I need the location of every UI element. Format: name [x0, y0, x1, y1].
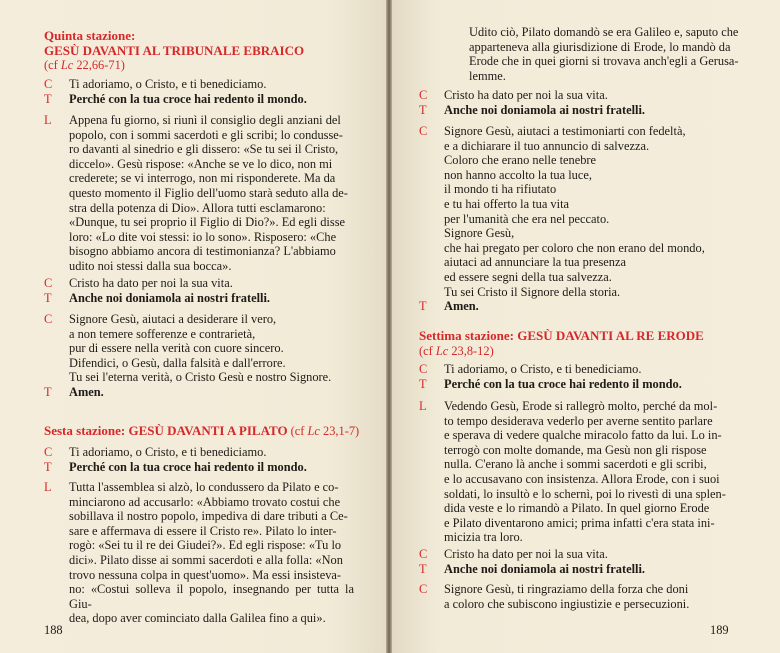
reading-line: Vedendo Gesù, Erode si rallegrò molto, perché da mol-	[444, 399, 718, 413]
reading-text	[469, 25, 762, 83]
prayer-line: e tu hai offerto la tua vita	[444, 196, 570, 211]
celebrant-mark: C	[419, 88, 428, 102]
reading-line: no: «Costui solleva il popolo, insegnando per tutta la Giu-	[69, 582, 354, 611]
reading-line: bisogno abbiamo ancora di testimonianza? L'abbiamo	[69, 244, 336, 259]
adoration-text: Ti adoriamo, o Cristo, e ti benediciamo.	[444, 362, 642, 376]
celebrant-mark: C	[419, 582, 428, 596]
response-block	[44, 276, 364, 305]
prayer-line: Tu sei Cristo il Signore della storia.	[444, 284, 621, 299]
right-page	[392, 0, 780, 653]
quinta-heading	[44, 28, 364, 73]
amen-text: Amen.	[444, 299, 479, 314]
scripture-reference: (cf Lc 23,8-12)	[419, 343, 494, 358]
reading-line: loro: «Lo dite voi stessi: io lo sono». Risposero: «Che	[69, 229, 337, 244]
prayer-line: Signore Gesù, aiutaci a desiderare il vero,	[69, 312, 277, 326]
celebrant-mark: C	[419, 362, 428, 376]
reading-line: popolo, con i sommi sacerdoti e gli scribi; lo condusse-	[69, 127, 343, 142]
station-label: Sesta stazione:	[44, 423, 129, 438]
response-text: Cristo ha dato per noi la sua vita.	[69, 276, 233, 290]
people-mark: T	[44, 91, 52, 106]
reading-line: crederete; se vi interrogo, non mi risponderete. Ma da	[69, 171, 336, 186]
people-mark: T	[419, 561, 427, 576]
prayer-line: e a dichiarare il tuo annuncio di salvezza.	[444, 138, 650, 153]
celebrant-mark: C	[44, 312, 53, 326]
reading-line: soldati, lo insultò e lo schernì, poi lo rivestì di una splen-	[444, 486, 726, 501]
prayer-line: a coloro che subiscono ingiustizie e persecuzioni.	[444, 596, 690, 611]
prayer-text	[444, 582, 689, 611]
station-label: Settima stazione:	[419, 328, 518, 343]
reading-line: sare e affermava di essere il Cristo re». Pilato lo inter-	[69, 523, 337, 538]
reading-line: e Pilato diventarono amici; prima infatti c'era stata ini-	[444, 515, 715, 530]
response-people: Anche noi doniamola ai nostri fratelli.	[69, 290, 271, 305]
reading-line: lemme.	[469, 68, 506, 83]
reading-line: terrogò con molte domande, ma Gesù non gli rispose	[444, 442, 707, 457]
reading-line: dea, dopo aver cominciato dalla Galilea fino a qui».	[69, 611, 326, 626]
page-number: 189	[710, 623, 729, 637]
response-people: Anche noi doniamola ai nostri fratelli.	[444, 561, 646, 576]
reading-continuation	[444, 25, 762, 83]
prayer-line: il mondo ti ha rifiutato	[444, 182, 557, 197]
reading-line: diccelo». Gesù rispose: «Anche se ve lo dico, non mi	[69, 156, 333, 171]
reading-text	[69, 113, 354, 274]
reader-mark: L	[44, 113, 52, 127]
response-text: Cristo ha dato per noi la sua vita.	[444, 88, 608, 102]
celebrant-mark: C	[419, 547, 428, 561]
celebrant-mark: C	[44, 276, 53, 290]
gospel-reading	[419, 399, 752, 545]
reading-line: Tutta l'assemblea si alzò, lo condussero da Pilato e co-	[69, 480, 339, 494]
adoration-block	[419, 362, 762, 391]
station-label: Quinta stazione:	[44, 28, 136, 43]
prayer-line: Signore Gesù,	[444, 226, 515, 241]
amen-text: Amen.	[69, 384, 104, 399]
page-number: 188	[44, 623, 63, 637]
reading-line: trovo nessuna colpa in quest'uomo». Ma essi insisteva-	[69, 567, 342, 582]
prayer-block	[419, 582, 762, 611]
response-people: Anche noi doniamola ai nostri fratelli.	[444, 102, 646, 117]
adoration-block	[44, 445, 364, 474]
prayer-text	[444, 124, 705, 299]
reading-line: questo momento il Figlio dell'uomo starà seduto alla de-	[69, 185, 348, 200]
prayer-line: non hanno accolto la tua luce,	[444, 167, 592, 182]
celebrant-mark: C	[44, 445, 53, 459]
reading-line: dici». Pilato disse ai sommi sacerdoti e alla folla: «Non	[69, 552, 343, 567]
adoration-response: Perché con la tua croce hai redento il mondo.	[69, 459, 307, 474]
station-title: GESÙ DAVANTI AL TRIBUNALE EBRAICO	[44, 43, 305, 58]
reading-line: micizia tra loro.	[444, 530, 523, 545]
people-mark: T	[44, 384, 52, 399]
prayer-line: per l'umanità che era nel peccato.	[444, 211, 610, 226]
reading-line: udito noi stessi dalla sua bocca».	[69, 258, 232, 273]
reading-line: nulla. C'erano là anche i sommi sacerdoti e gli scribi,	[444, 457, 707, 472]
people-mark: T	[419, 376, 427, 391]
left-page	[0, 0, 386, 653]
adoration-block	[44, 77, 364, 106]
adoration-text: Ti adoriamo, o Cristo, e ti benediciamo.	[69, 445, 267, 459]
prayer-line: Difendici, o Gesù, dalla falsità e dall'errore.	[69, 355, 286, 370]
reading-line: sobillava il nostro popolo, impediva di dare tributi a Ce-	[69, 509, 348, 524]
celebrant-mark: C	[44, 77, 53, 91]
adoration-response: Perché con la tua croce hai redento il mondo.	[444, 376, 682, 391]
prayer-text	[69, 312, 331, 385]
reading-line: Udito ciò, Pilato domandò se era Galileo e, saputo che	[469, 25, 739, 39]
prayer-line: Signore Gesù, ti ringraziamo della forza che doni	[444, 582, 689, 596]
reading-line: dida veste e lo rimandò a Pilato. In quel giorno Erode	[444, 501, 710, 516]
gospel-reading	[44, 113, 354, 274]
prayer-line: Signore Gesù, aiutaci a testimoniarti con fedeltà,	[444, 124, 686, 138]
response-block	[419, 88, 762, 117]
people-mark: T	[419, 299, 427, 314]
reading-line: Erode che in quei giorni si trovava anch'egli a Gerusa-	[469, 54, 739, 69]
reading-line: «Dunque, tu sei proprio il Figlio di Dio?». Ed egli disse	[69, 215, 346, 230]
scripture-reference: (cf Lc 23,1-7)	[287, 424, 360, 438]
scripture-reference: (cf Lc 22,66-71)	[44, 58, 125, 72]
adoration-response: Perché con la tua croce hai redento il mondo.	[69, 91, 307, 106]
celebrant-mark: C	[419, 124, 428, 138]
station-title: GESÙ DAVANTI AL RE ERODE	[517, 328, 704, 343]
reading-line: apparteneva alla giurisdizione di Erode, lo mandò da	[469, 39, 731, 54]
reading-line: e sperava di vedere qualche miracolo fatto da lui. Lo in-	[444, 428, 722, 443]
prayer-line: che hai pregato per coloro che non erano del mondo,	[444, 240, 705, 255]
prayer-line: a non temere sofferenze e contrarietà,	[69, 326, 256, 341]
reading-line: to tempo desiderava vederlo per averne sentito parlare	[444, 413, 713, 428]
reading-line: Appena fu giorno, si riunì il consiglio degli anziani del	[69, 113, 341, 127]
gospel-reading	[44, 480, 354, 626]
reader-mark: L	[44, 480, 52, 494]
prayer-block	[44, 312, 364, 400]
reading-line: rogò: «Sei tu il re dei Giudei?». Ed egli rispose: «Tu lo	[69, 538, 342, 553]
prayer-line: Coloro che erano nelle tenebre	[444, 153, 597, 168]
prayer-line: aiutaci ad annunciare la tua presenza	[444, 255, 626, 270]
response-text: Cristo ha dato per noi la sua vita.	[444, 547, 608, 561]
response-block	[419, 547, 762, 576]
sesta-heading	[44, 423, 374, 439]
reading-line: e lo accusavano con insistenza. Allora Erode, con i suoi	[444, 471, 720, 486]
station-title: GESÙ DAVANTI A PILATO	[128, 423, 288, 438]
reading-text	[444, 399, 752, 545]
people-mark: T	[44, 290, 52, 305]
people-mark: T	[419, 102, 427, 117]
settima-heading	[419, 328, 762, 358]
reading-text	[69, 480, 354, 626]
prayer-block	[419, 124, 762, 314]
reading-line: minciarono ad accusarlo: «Abbiamo trovato costui che	[69, 494, 341, 509]
prayer-line: pur di essere nella verità con cuore sincero.	[69, 341, 284, 356]
prayer-line: Tu sei l'eterna verità, o Cristo Gesù e nostro Signore.	[69, 370, 332, 385]
reading-line: stra della potenza di Dio». Allora tutti esclamarono:	[69, 200, 326, 215]
adoration-text: Ti adoriamo, o Cristo, e ti benediciamo.	[69, 77, 267, 91]
prayer-line: ed essere segni della tua salvezza.	[444, 269, 612, 284]
reader-mark: L	[419, 399, 427, 413]
reading-line: ro davanti al sinedrio e gli dissero: «Se tu sei il Cristo,	[69, 142, 339, 157]
people-mark: T	[44, 459, 52, 474]
